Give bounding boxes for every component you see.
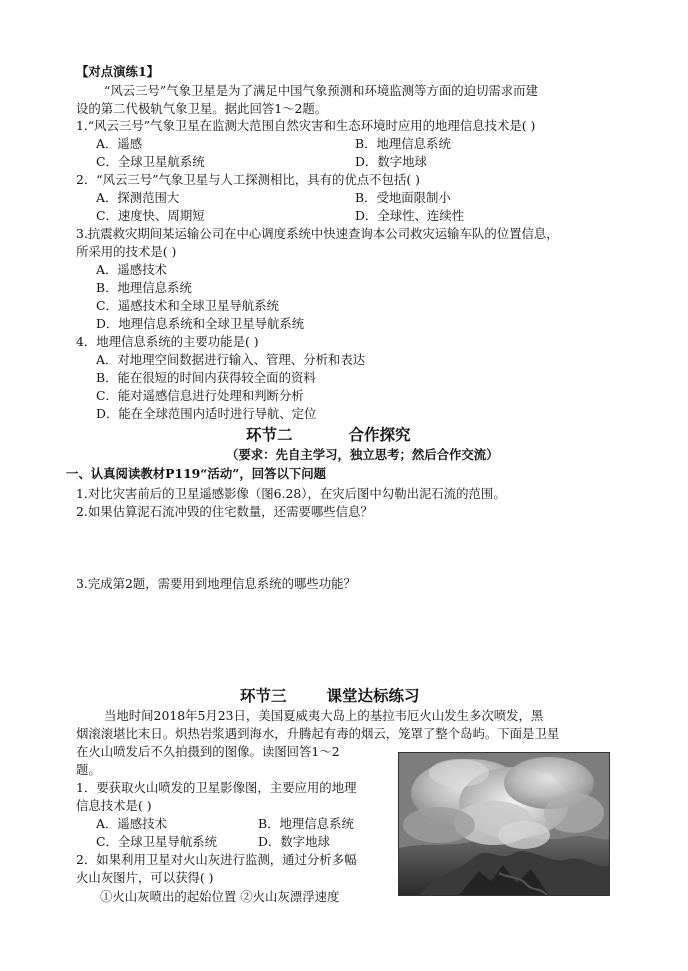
section-heading	[240, 686, 420, 706]
option-d: D．全球性、连续性	[355, 208, 465, 223]
activity-question-3: 3.完成第2题，需要用到地理信息系统的哪些功能？	[76, 576, 356, 591]
paragraph-line: 题。	[76, 762, 101, 777]
intro-line: 设的第二代极轨气象卫星。据此回答1～2题。	[76, 101, 328, 116]
option-list: ①火山灰喷出的起始位置 ②火山灰漂浮速度	[100, 889, 340, 904]
option-b: B．能在很短的时间内获得较全面的资料	[96, 370, 316, 385]
option-a: A．遥感技术	[96, 816, 167, 831]
volcano-satellite-photo	[398, 752, 610, 896]
option-a: A．遥感	[96, 136, 143, 151]
heading-label: 环节三	[240, 686, 287, 705]
option-d: D．数字地球	[258, 834, 330, 849]
option-a: A．遥感技术	[96, 262, 167, 277]
question-2: 2．如果利用卫星对火山灰进行监测，通过分析多幅	[76, 852, 357, 867]
option-c: C．能对遥感信息进行处理和判断分析	[96, 388, 304, 403]
option-b: B．地理信息系统	[355, 136, 451, 151]
subsection-title: 一、认真阅读教材P119“活动”，回答以下问题	[66, 466, 327, 481]
section-heading	[246, 425, 411, 445]
option-a: A．探测范围大	[96, 190, 180, 205]
question-2: 2．“风云三号”气象卫星与人工探测相比，具有的优点不包括( )	[76, 172, 420, 187]
section-title: 【对点演练1】	[76, 64, 159, 79]
intro-line: “风云三号”气象卫星是为了满足中国气象预测和环境监测等方面的迫切需求而建	[104, 83, 538, 98]
option-b: B．受地面限制小	[355, 190, 451, 205]
question-3-cont: 所采用的技术是( )	[76, 244, 177, 259]
paragraph-line: 在火山喷发后不久拍摄到的图像。读图回答1～2	[76, 744, 340, 759]
activity-question-2: 2.如果估算泥石流冲毁的住宅数量，还需要哪些信息？	[76, 504, 373, 519]
requirement-note: （要求：先自主学习，独立思考；然后合作交流）	[226, 447, 499, 462]
option-b: B．地理信息系统	[258, 816, 354, 831]
paragraph-line: 当地时间2018年5月23日，美国夏威夷大岛上的基拉韦厄火山发生多次喷发，黑	[104, 708, 544, 723]
paragraph-line: 烟滚滚堪比末日。炽热岩浆遇到海水，升腾起有毒的烟云，笼罩了整个岛屿。下面是卫星	[76, 726, 560, 741]
option-d: D．能在全球范围内适时进行导航、定位	[96, 406, 317, 421]
option-c: C．全球卫星导航系统	[96, 834, 217, 849]
option-c: C．速度快、周期短	[96, 208, 205, 223]
activity-question-1: 1.对比灾害前后的卫星遥感影像（图6.28），在灾后图中勾勒出泥石流的范围。	[76, 486, 506, 501]
option-d: D．数字地球	[355, 154, 427, 169]
question-4: 4．地理信息系统的主要功能是( )	[76, 334, 259, 349]
heading-title: 合作探究	[348, 425, 411, 444]
question-1-cont: 信息技术是( )	[76, 798, 152, 813]
question-2-cont: 火山灰图片，可以获得( )	[76, 870, 214, 885]
heading-title: 课堂达标练习	[326, 686, 420, 705]
question-3: 3.抗震救灾期间某运输公司在中心调度系统中快速查询本公司救灾运输车队的位置信息，	[76, 226, 559, 241]
question-1: 1．要获取火山喷发的卫星影像图，主要应用的地理	[76, 780, 357, 795]
option-c: C．遥感技术和全球卫星导航系统	[96, 298, 279, 313]
option-d: D．地理信息系统和全球卫星导航系统	[96, 316, 305, 331]
option-b: B．地理信息系统	[96, 280, 192, 295]
question-1: 1.“风云三号”气象卫星在监测大范围自然灾害和生态环境时应用的地理信息技术是( )	[76, 118, 536, 133]
option-c: C．全球卫星航系统	[96, 154, 205, 169]
heading-label: 环节二	[246, 425, 293, 444]
option-a: A．对地理空间数据进行输入、管理、分析和表达	[96, 352, 366, 367]
